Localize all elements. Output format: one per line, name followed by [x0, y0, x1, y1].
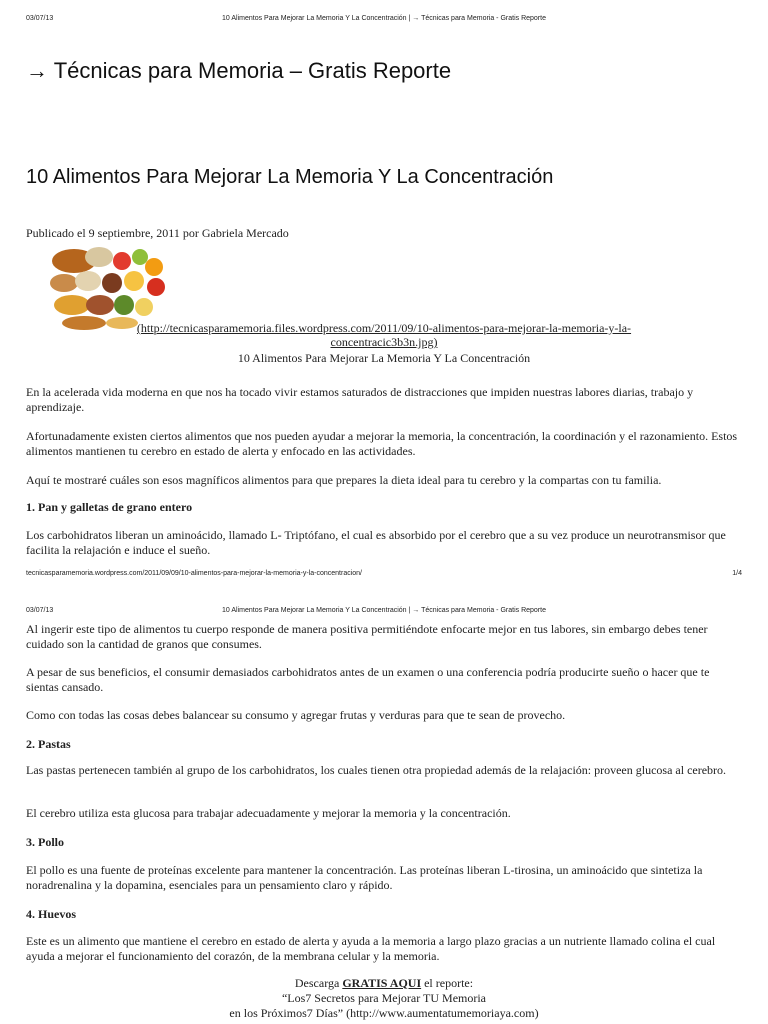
image-link-line-2[interactable]: concentracic3b3n.jpg): [330, 335, 438, 349]
image-link[interactable]: [26, 321, 742, 349]
section-heading: 3. Pollo: [26, 835, 64, 849]
cta-prefix: Descarga: [294, 976, 343, 990]
cta-line-2: “Los7 Secretos para Mejorar TU Memoria: [281, 991, 487, 1005]
section-heading: 4. Huevos: [26, 907, 77, 921]
paragraph: Las pastas pertenecen también al grupo de los carbohidratos, los cuales tienen otra propiedad además de la relajación: proveen glucosa al cerebro.: [26, 763, 727, 777]
print-footer-page: 1/4: [732, 570, 742, 577]
food-image[interactable]: [44, 243, 170, 331]
paragraph: Los carbohidratos liberan un aminoácido, llamado L- Triptófano, el cual es absorbido por el cerebro que a su vez produce un neurotransmisor que facilita la relajación e induce el sueño.: [26, 528, 726, 557]
image-link-line-1[interactable]: (http://tecnicasparamemoria.files.wordpress.com/2011/09/10-alimentos-para-mejorar-la-memoria-y-la-: [136, 321, 632, 335]
paragraph: El pollo es una fuente de proteínas excelente para mantener la concentración. Las proteínas liberan L-tirosina, un aminoácido que sintetiza la noradrenalina y la dopamina, esenciales para un pensamiento claro y rápido.: [26, 863, 703, 892]
paragraph: En la acelerada vida moderna en que nos ha tocado vivir estamos saturados de distracciones que impiden nuestras labores diarias, trabajo y aprendizaje.: [26, 385, 694, 414]
paragraph: Afortunadamente existen ciertos alimentos que nos pueden ayudar a mejorar la memoria, la concentración, la coordinación y el razonamiento. Estos alimentos mantienen tu cerebro en estado de alerta y enfocado en las actividades.: [26, 429, 738, 458]
post-title[interactable]: 10 Alimentos Para Mejorar La Memoria Y La Concentración: [26, 166, 554, 188]
section-heading: 2. Pastas: [26, 737, 71, 751]
section-heading: 1. Pan y galletas de grano entero: [26, 500, 193, 514]
paragraph: Al ingerir este tipo de alimentos tu cuerpo responde de manera positiva permitiéndote enfocarte mejor en tus labores, sin embargo debes tener cuidado son la cantidad de granos que consumes.: [26, 622, 708, 651]
print-header-date: 03/07/13: [26, 607, 54, 614]
cta-line-3[interactable]: en los Próximos7 Días” (http://www.aumentatumemoriaya.com): [229, 1006, 539, 1020]
print-header: [0, 15, 768, 29]
paragraph: A pesar de sus beneficios, el consumir demasiados carbohidratos antes de un examen o una conferencia podría producirte sueño o hacer que te sientas cansado.: [26, 665, 710, 694]
print-header-date: 03/07/13: [26, 15, 54, 22]
print-footer-url: tecnicasparamemoria.wordpress.com/2011/09/09/10-alimentos-para-mejorar-la-memoria-y-la-concentracion/: [26, 570, 363, 577]
print-header-title: 10 Alimentos Para Mejorar La Memoria Y La Concentración | → Técnicas para Memoria - Gratis Reporte: [222, 15, 546, 22]
post-meta: Publicado el 9 septiembre, 2011 por Gabriela Mercado: [26, 226, 289, 240]
paragraph: Aquí te mostraré cuáles son esos magníficos alimentos para que prepares la dieta ideal para tu cerebro y la compartas con tu familia.: [26, 473, 662, 487]
image-caption: 10 Alimentos Para Mejorar La Memoria Y La Concentración: [237, 351, 531, 365]
paragraph: El cerebro utiliza esta glucosa para trabajar adecuadamente y mejorar la memoria y la concentración.: [26, 806, 511, 820]
cta-suffix: el reporte:: [421, 976, 474, 990]
download-callout: [0, 976, 768, 1021]
paragraph: Como con todas las cosas debes balancear su consumo y agregar frutas y verduras para que te sean de provecho.: [26, 708, 566, 722]
site-title[interactable]: → Técnicas para Memoria – Gratis Reporte: [26, 58, 452, 83]
paragraph: Este es un alimento que mantiene el cerebro en estado de alerta y ayuda a la memoria a largo plazo gracias a un nutriente llamado colina el cual ayuda a mejorar el funcionamiento del corazón, de la membrana celular y la memoria.: [26, 934, 716, 963]
download-link[interactable]: GRATIS AQUI: [342, 976, 422, 990]
print-header-title: 10 Alimentos Para Mejorar La Memoria Y La Concentración | → Técnicas para Memoria - Gratis Reporte: [222, 607, 546, 614]
print-header: [0, 607, 768, 621]
